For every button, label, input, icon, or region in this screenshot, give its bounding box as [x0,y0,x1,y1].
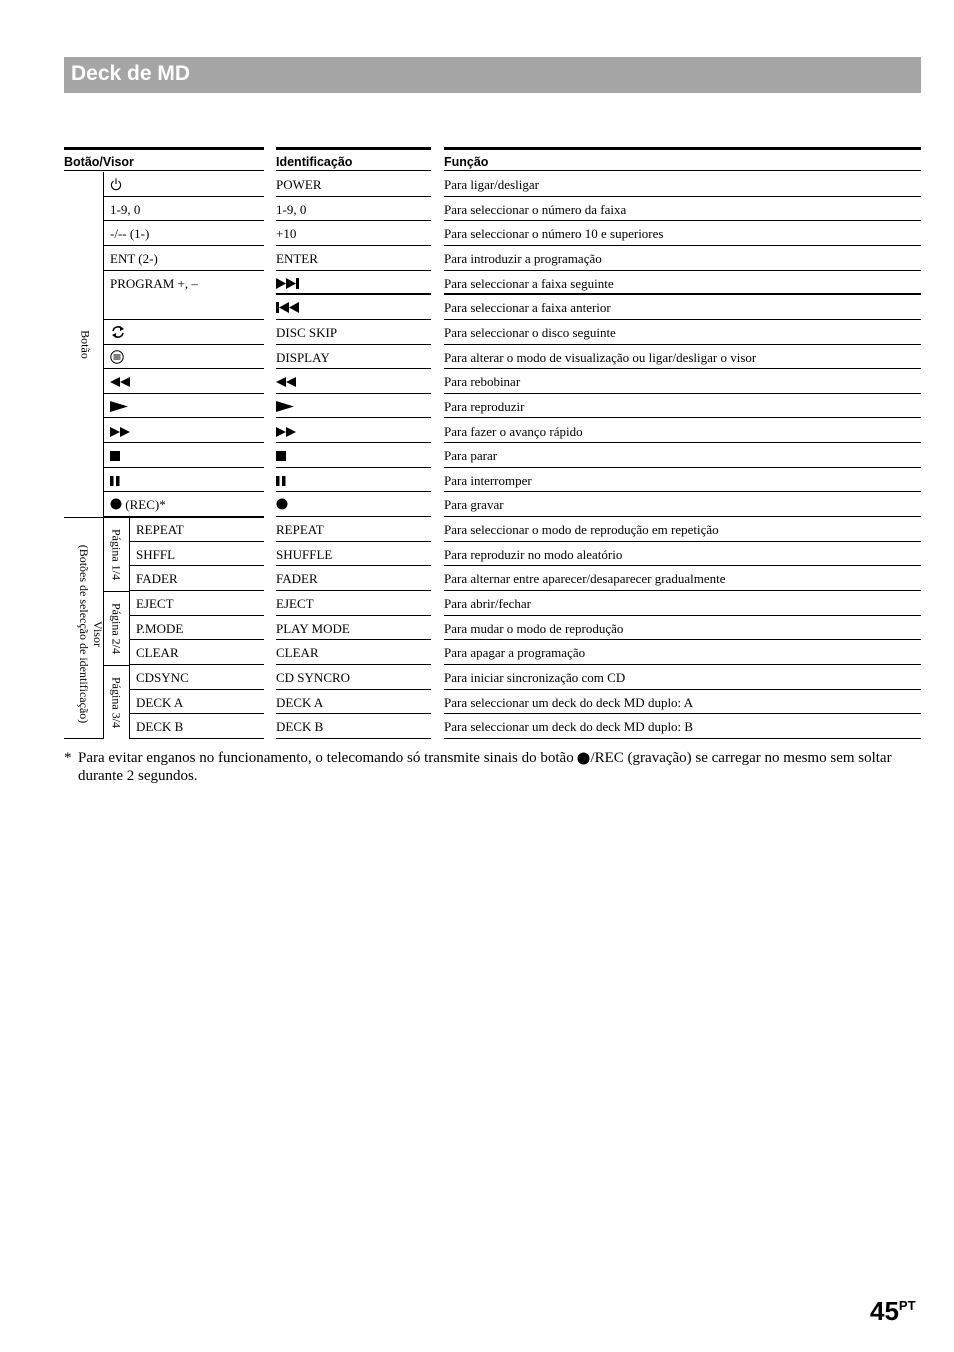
function-text: Para seleccionar a faixa anterior [444,300,611,316]
button-cell [104,271,264,320]
identification-cell [276,246,431,271]
button-label: CDSYNC [136,670,189,685]
function-cell [444,566,921,591]
fast-forward-icon [276,425,296,441]
button-cell [104,394,264,419]
function-cell [444,419,921,444]
pause-icon [276,474,286,490]
next-track-icon [276,277,300,293]
function-cell [444,591,921,616]
button-cell [104,221,264,246]
function-cell [444,640,921,665]
button-label: ENT (2-) [110,250,158,266]
button-label: DECK A [136,694,184,710]
identification-cell [276,271,431,296]
function-text: Para seleccionar o número 10 e superiores [444,226,664,242]
button-cell [104,492,264,517]
rewind-icon [110,375,130,391]
function-text: Para interromper [444,472,532,488]
function-text: Para seleccionar o disco seguinte [444,324,616,340]
identification-label: DECK B [276,719,324,735]
identification-cell [276,320,431,345]
function-cell [444,271,921,296]
function-cell [444,542,921,567]
function-cell [444,714,921,739]
identification-cell [276,419,431,444]
play-icon [276,400,294,416]
button-cell [130,517,264,542]
identification-label: ENTER [276,250,318,266]
button-label: FADER [136,571,178,587]
function-text: Para gravar [444,497,504,513]
identification-cell [276,517,431,542]
identification-cell [276,172,431,197]
function-text: Para abrir/fechar [444,596,531,612]
column-header-button: Botão/Visor [64,147,264,171]
function-text: Para parar [444,448,498,464]
button-cell [130,591,264,616]
identification-label: SHUFFLE [276,546,333,562]
function-cell [444,221,921,246]
button-label: 1-9, 0 [110,201,141,217]
play-icon [110,400,128,416]
identification-cell [276,443,431,468]
identification-label: 1-9, 0 [276,201,307,217]
function-cell [444,320,921,345]
fast-forward-icon [110,425,130,441]
function-text: Para seleccionar o número da faixa [444,201,627,217]
identification-label: REPEAT [276,522,324,538]
button-cell [130,566,264,591]
identification-cell [276,221,431,246]
function-text: Para seleccionar a faixa seguinte [444,275,614,291]
function-text: Para alterar o modo de visualização ou ligar/desligar o visor [444,349,757,365]
button-cell [104,443,264,468]
button-cell [104,419,264,444]
function-cell [444,172,921,197]
button-label: EJECT [136,596,174,612]
function-text: Para alternar entre aparecer/desaparecer gradualmente [444,571,726,587]
identification-cell [276,295,431,320]
function-cell [444,492,921,517]
page-label-1: Página 1/4 [109,529,124,580]
button-cell [130,616,264,641]
group-label-botao: Botão [78,330,93,359]
record-icon [276,498,288,514]
group-label-visor: Visor (Botões de selecção de identificação) [77,544,105,724]
group-separator-line [64,517,264,518]
function-cell [444,665,921,690]
identification-cell [276,714,431,739]
button-cell [130,665,264,690]
stop-icon [110,449,120,465]
identification-label: FADER [276,571,318,587]
power-icon [110,178,122,195]
identification-cell [276,197,431,222]
button-cell [104,246,264,271]
identification-cell [276,640,431,665]
function-text: Para seleccionar um deck do deck MD duplo: A [444,694,694,710]
identification-cell [276,468,431,493]
function-text: Para apagar a programação [444,645,586,661]
button-cell [104,345,264,370]
function-text: Para iniciar sincronização com CD [444,670,626,685]
identification-cell [276,665,431,690]
rewind-icon [276,375,296,391]
identification-cell [276,394,431,419]
function-cell [444,394,921,419]
function-text: Para seleccionar um deck do deck MD duplo: B [444,719,694,735]
prev-track-icon [276,301,300,317]
button-cell [130,542,264,567]
button-label: -/-- (1-) [110,226,150,242]
button-cell [104,468,264,493]
function-text: Para fazer o avanço rápido [444,423,583,439]
pause-icon [110,474,120,490]
function-cell [444,690,921,715]
button-cell [104,369,264,394]
function-cell [444,468,921,493]
record-icon [110,498,122,514]
function-cell [444,345,921,370]
button-cell [130,640,264,665]
identification-cell [276,492,431,517]
page-label-3: Página 3/4 [109,677,124,728]
button-label: CLEAR [136,645,179,661]
page-label-2: Página 2/4 [109,603,124,654]
identification-label: DISC SKIP [276,324,338,340]
button-label: DECK B [136,719,184,735]
page-divider-line [129,517,130,739]
function-cell [444,369,921,394]
section-header [64,57,921,93]
function-cell [444,295,921,320]
button-cell [130,714,264,739]
button-label: (REC)* [122,497,166,513]
function-text: Para introduzir a programação [444,250,602,266]
button-cell [104,172,264,197]
identification-cell [276,566,431,591]
button-label: PROGRAM +, – [110,275,198,291]
identification-label: CD SYNCRO [276,670,351,685]
button-cell [104,197,264,222]
identification-cell [276,345,431,370]
identification-cell [276,369,431,394]
identification-cell [276,591,431,616]
button-label: REPEAT [136,522,184,538]
disc-skip-icon [110,325,126,343]
identification-label: PLAY MODE [276,620,350,636]
function-cell [444,443,921,468]
function-text: Para seleccionar o modo de reprodução em repetição [444,522,719,538]
stop-icon [276,449,286,465]
function-text: Para ligar/desligar [444,177,539,192]
display-icon [110,350,124,368]
record-icon [577,752,590,765]
button-label: SHFFL [136,546,176,562]
identification-cell [276,690,431,715]
function-text: Para mudar o modo de reprodução [444,620,624,636]
function-cell [444,616,921,641]
identification-label: CLEAR [276,645,319,661]
function-text: Para rebobinar [444,374,521,390]
identification-label: +10 [276,226,297,242]
section-title: Deck de MD [71,62,191,85]
function-cell [444,517,921,542]
identification-cell [276,616,431,641]
page-number: $45^{PT}$ [870,1296,916,1326]
function-cell [444,197,921,222]
identification-label: DECK A [276,694,324,710]
button-cell [104,320,264,345]
button-cell [130,690,264,715]
column-header-identification: Identificação [276,147,431,171]
identification-label: DISPLAY [276,349,330,365]
function-text: Para reproduzir [444,398,525,414]
identification-label: EJECT [276,596,314,612]
function-text: Para reproduzir no modo aleatório [444,546,623,562]
identification-cell [276,542,431,567]
identification-label: POWER [276,177,322,192]
function-cell [444,246,921,271]
column-header-function: Função [444,147,921,171]
button-label: P.MODE [136,620,184,636]
